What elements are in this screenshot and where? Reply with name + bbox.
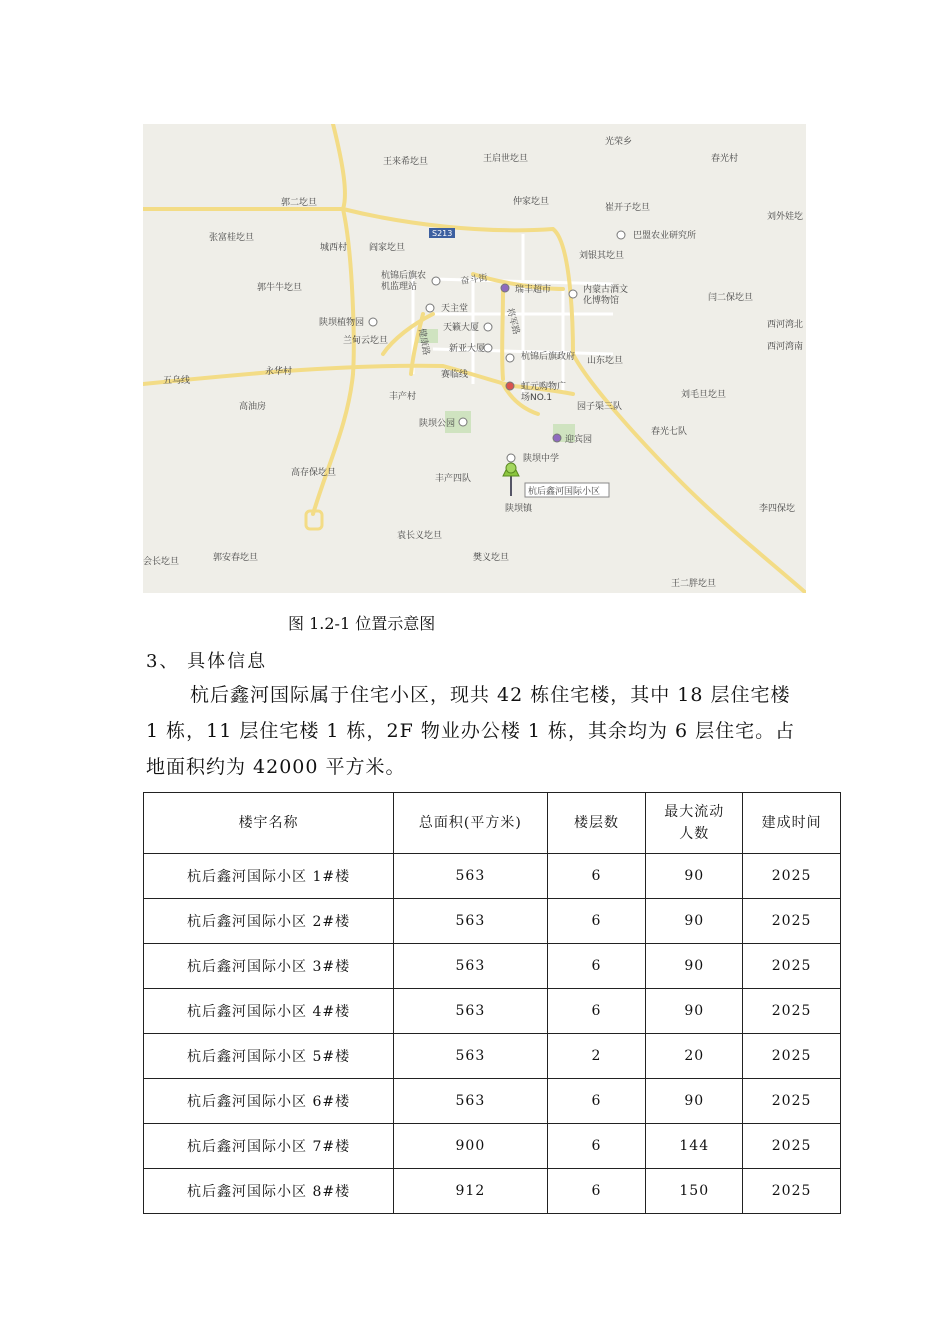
poi-marker-icon — [369, 318, 377, 326]
map-place-label: 天籁大厦 — [443, 323, 480, 333]
road-label: 将军路 — [504, 307, 521, 336]
cell-total-area: 912 — [394, 1169, 548, 1214]
table-row — [144, 989, 841, 1034]
map-place-label: 园子渠三队 — [577, 402, 623, 412]
cell-total-area: 563 — [394, 1079, 548, 1124]
map-place-label: 陕坝中学 — [523, 454, 560, 464]
cell-total-area: 563 — [394, 989, 548, 1034]
map-place-label: 山东圪旦 — [587, 356, 624, 366]
map-place-label: 陕坝公园 — [419, 419, 456, 429]
cell-floors: 6 — [547, 1079, 646, 1124]
map-place-label: 兰甸云圪旦 — [343, 336, 389, 346]
map-place-label: 西河湾北 — [767, 320, 804, 330]
figure-caption: 图 1.2-1 位置示意图 — [288, 614, 436, 633]
map-place-label: 王来希圪旦 — [383, 157, 429, 167]
cell-building-name: 杭后鑫河国际小区 2#楼 — [144, 899, 394, 944]
building-table — [143, 792, 841, 1214]
cell-total-area: 563 — [394, 1034, 548, 1079]
paragraph-text: 杭后鑫河国际属于住宅小区，现共 42 栋住宅楼，其中 18 层住宅楼 1 栋，11 层住宅楼 1 栋，2F 物业办公楼 1 栋，其余均为 6 层住宅。占地面积约为 42000 平方米。 — [146, 684, 796, 778]
cell-total-area: 563 — [394, 899, 548, 944]
cell-floors: 6 — [547, 1169, 646, 1214]
poi-marker-icon — [426, 304, 434, 312]
map-place-label: 陕坝镇 — [505, 504, 533, 514]
poi-marker-icon — [617, 231, 625, 239]
cell-building-name: 杭后鑫河国际小区 1#楼 — [144, 854, 394, 899]
cell-building-name: 杭后鑫河国际小区 8#楼 — [144, 1169, 394, 1214]
map-place-label: 李四保圪 — [759, 504, 796, 514]
table-row — [144, 1034, 841, 1079]
header-total-area: 总面积(平方米) — [394, 793, 548, 854]
cell-build-year: 2025 — [743, 1169, 841, 1214]
poi-marker-icon — [484, 323, 492, 331]
map-place-label: 闫二保圪旦 — [708, 293, 754, 303]
cell-build-year: 2025 — [743, 1124, 841, 1169]
poi-marker-icon — [506, 382, 514, 390]
map-place-label: 樊义圪旦 — [473, 553, 510, 563]
map-place-label: 刘银其圪旦 — [579, 251, 625, 261]
cell-max-occupancy: 90 — [646, 1079, 743, 1124]
cell-build-year: 2025 — [743, 1079, 841, 1124]
cell-total-area: 563 — [394, 854, 548, 899]
cell-total-area: 563 — [394, 944, 548, 989]
table-row — [144, 944, 841, 989]
map-place-label: 郭二圪旦 — [281, 198, 318, 208]
map-place-label: 瑞丰超市 — [515, 285, 552, 295]
map-place-label: 虹元购物广场NO.1 — [521, 382, 567, 403]
header-floors: 楼层数 — [547, 793, 646, 854]
cell-max-occupancy: 144 — [646, 1124, 743, 1169]
map-place-label: 郭安春圪旦 — [213, 553, 259, 563]
map-place-label: 西河湾南 — [767, 342, 804, 352]
cell-floors: 6 — [547, 944, 646, 989]
cell-floors: 6 — [547, 899, 646, 944]
cell-max-occupancy: 90 — [646, 899, 743, 944]
map-place-label: 仲家圪旦 — [513, 197, 550, 207]
map-place-label: 刘毛旦圪旦 — [681, 390, 727, 400]
poi-marker-icon — [553, 434, 561, 442]
cell-building-name: 杭后鑫河国际小区 4#楼 — [144, 989, 394, 1034]
marker-label: 杭后鑫河国际小区 — [528, 487, 601, 497]
map-place-label: 五乌线 — [163, 376, 191, 386]
map-place-label: 丰产村 — [389, 392, 417, 402]
map-place-label: 丰产四队 — [435, 474, 472, 484]
table-row — [144, 1124, 841, 1169]
map-place-label: 杭锦后旗农机监理站 — [381, 271, 427, 292]
map-place-label: 阎家圪旦 — [369, 243, 406, 253]
cell-max-occupancy: 150 — [646, 1169, 743, 1214]
map-place-label: 迎宾园 — [565, 435, 593, 445]
body-paragraph — [146, 677, 806, 785]
header-max-occupancy-text: 最大流动人数 — [664, 804, 725, 842]
cell-build-year: 2025 — [743, 944, 841, 989]
header-build-year: 建成时间 — [743, 793, 841, 854]
cell-max-occupancy: 20 — [646, 1034, 743, 1079]
cell-build-year: 2025 — [743, 899, 841, 944]
cell-max-occupancy: 90 — [646, 944, 743, 989]
poi-marker-icon — [507, 454, 515, 462]
poi-marker-icon — [569, 290, 577, 298]
cell-build-year: 2025 — [743, 1034, 841, 1079]
map-place-label: 郭牛牛圪旦 — [257, 283, 303, 293]
header-max-occupancy — [646, 793, 743, 854]
map-place-label: 陕坝植物园 — [319, 318, 365, 328]
cell-build-year: 2025 — [743, 854, 841, 899]
cell-building-name: 杭后鑫河国际小区 7#楼 — [144, 1124, 394, 1169]
poi-marker-icon — [459, 418, 467, 426]
map-place-label: 高油房 — [239, 402, 267, 412]
cell-build-year: 2025 — [743, 989, 841, 1034]
cell-total-area: 900 — [394, 1124, 548, 1169]
map-place-label: 永华村 — [265, 367, 293, 377]
cell-floors: 6 — [547, 854, 646, 899]
cell-building-name: 杭后鑫河国际小区 3#楼 — [144, 944, 394, 989]
table-header-row — [144, 793, 841, 854]
map-place-label: 王启世圪旦 — [483, 154, 529, 164]
map-place-label: 袁长义圪旦 — [397, 531, 443, 541]
map-place-label: 春光村 — [711, 154, 739, 164]
map-place-label: 刘外娃圪 — [767, 212, 804, 222]
map-place-label: 天主堂 — [441, 304, 469, 314]
map-place-label: 杭锦后旗政府 — [521, 352, 576, 362]
poi-marker-icon — [484, 344, 492, 352]
map-place-label: 春光七队 — [651, 427, 688, 437]
map-place-label: 张富桂圪旦 — [209, 233, 255, 243]
cell-building-name: 杭后鑫河国际小区 5#楼 — [144, 1034, 394, 1079]
road-label: 健康路 — [416, 327, 431, 357]
map-place-label: 会长圪旦 — [143, 557, 180, 567]
cell-floors: 6 — [547, 1124, 646, 1169]
cell-max-occupancy: 90 — [646, 989, 743, 1034]
map-place-label: 崔开子圪旦 — [605, 203, 651, 213]
poi-marker-icon — [432, 277, 440, 285]
poi-marker-icon — [506, 354, 514, 362]
map-place-label: 赛临线 — [441, 370, 469, 380]
road-label: 奋斗街 — [460, 273, 489, 287]
table-row — [144, 899, 841, 944]
map-place-label: 高存保圪旦 — [291, 468, 337, 478]
map-place-label: 城西村 — [320, 243, 348, 253]
table-row — [144, 854, 841, 899]
table-row — [144, 1169, 841, 1214]
map-place-label: 内蒙古酒文化博物馆 — [583, 285, 629, 306]
poi-marker-icon — [501, 284, 509, 292]
cell-floors: 6 — [547, 989, 646, 1034]
location-map — [143, 124, 806, 593]
section-heading: 3、 具体信息 — [146, 651, 268, 672]
road-label-s213: S213 — [432, 229, 453, 238]
table-row — [144, 1079, 841, 1124]
map-place-label: 光荣乡 — [605, 137, 633, 147]
map-canvas — [143, 124, 806, 593]
map-place-label: 巴盟农业研究所 — [633, 231, 697, 241]
map-place-label: 新亚大厦 — [449, 344, 486, 354]
cell-floors: 2 — [547, 1034, 646, 1079]
cell-building-name: 杭后鑫河国际小区 6#楼 — [144, 1079, 394, 1124]
map-place-label: 王二胖圪旦 — [671, 579, 717, 589]
cell-max-occupancy: 90 — [646, 854, 743, 899]
header-building-name: 楼宇名称 — [144, 793, 394, 854]
